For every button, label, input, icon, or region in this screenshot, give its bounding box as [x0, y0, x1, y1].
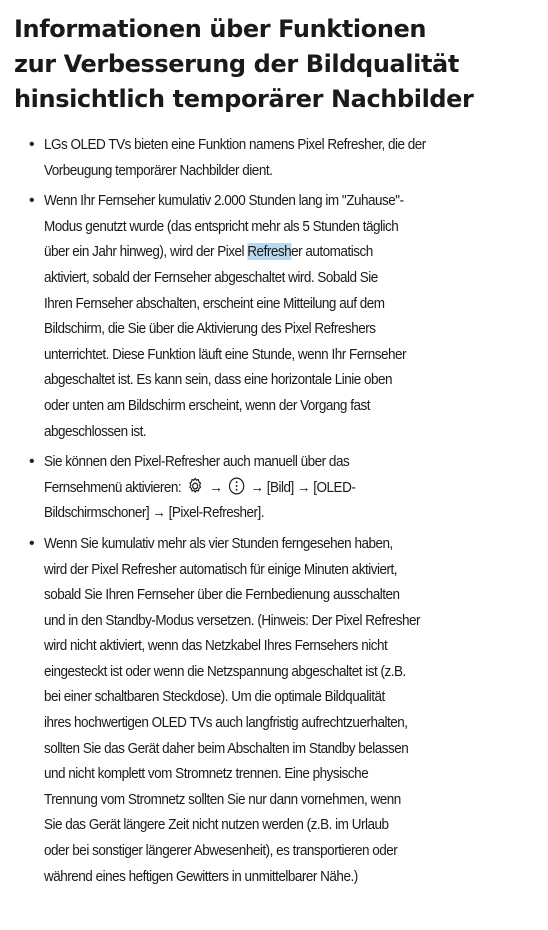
page-title — [14, 12, 534, 117]
text-segment: über ein Jahr hinweg), wird der Pixel — [44, 243, 248, 261]
selected-text[interactable]: Refresh — [247, 243, 292, 261]
text-line: abgeschlossen ist. — [44, 422, 147, 440]
menu-arrow: → — [250, 478, 264, 496]
text-line: während eines heftigen Gewitters in unmittelbarer Nähe.) — [44, 867, 358, 885]
text-segment: Fernsehmenü aktivieren: — [44, 478, 185, 496]
text-line: sollten Sie das Gerät daher beim Abschalten im Standby belassen — [44, 739, 409, 757]
text-line — [44, 239, 485, 265]
gear-icon — [186, 476, 204, 496]
text-line: oder unten am Bildschirm erscheint, wenn der Vorgang fast — [44, 396, 370, 414]
text-line — [44, 475, 485, 501]
list-item-pixel-refresher-intro — [44, 132, 534, 183]
text-line: Ihren Fernseher abschalten, erscheint eine Mitteilung auf dem — [44, 294, 385, 312]
list-item-manual-activation — [44, 449, 534, 526]
text-line: unterrichtet. Diese Funktion läuft eine Stunde, wenn Ihr Fernseher — [44, 345, 407, 363]
text-line: • LGs OLED TVs bieten eine Funktion namens Pixel Refresher, die der — [44, 136, 426, 153]
more-options-icon — [227, 476, 245, 496]
text-line: ihres hochwertigen OLED TVs auch langfristig aufrechtzuerhalten, — [44, 714, 408, 732]
text-line: oder bei sonstiger längerer Abwesenheit), es transportieren oder — [44, 842, 398, 860]
text-line: bei einer schaltbaren Steckdose). Um die optimale Bildqualität — [44, 688, 385, 706]
title-line: zur Verbesserung der Bildqualität — [14, 50, 459, 78]
menu-arrow: → — [209, 478, 223, 496]
title-line: hinsichtlich temporärer Nachbilder — [14, 85, 474, 113]
text-line: wird der Pixel Refresher automatisch für einige Minuten aktiviert, — [44, 560, 398, 578]
text-line: Vorbeugung temporärer Nachbilder dient. — [44, 161, 273, 179]
text-line: • Sie können den Pixel-Refresher auch manuell über das — [44, 453, 350, 471]
text-line: Trennung vom Stromnetz sollten Sie nur dann vornehmen, wenn — [44, 790, 401, 808]
list-item-automatic-activation — [44, 188, 534, 444]
text-line: und in den Standby-Modus versetzen. (Hinweis: Der Pixel Refresher — [44, 611, 421, 629]
bullet-list — [14, 132, 534, 889]
text-line: und nicht komplett vom Stromnetz trennen. Eine physische — [44, 765, 369, 783]
text-line: Modus genutzt wurde (das entspricht mehr als 5 Stunden täglich — [44, 217, 399, 235]
text-segment: er automatisch — [291, 243, 373, 261]
text-line: wird nicht aktiviert, wenn das Netzkabel Ihres Fernsehers nicht — [44, 637, 388, 655]
title-line: Informationen über Funktionen — [14, 15, 427, 43]
text-segment: [Bild] → [OLED- — [266, 478, 356, 496]
text-line: • Wenn Ihr Fernseher kumulativ 2.000 Stunden lang im "Zuhause"- — [44, 192, 404, 210]
text-line: Sie das Gerät längere Zeit nicht nutzen werden (z.B. im Urlaub — [44, 816, 389, 834]
text-line: abgeschaltet ist. Es kann sein, dass eine horizontale Linie oben — [44, 371, 393, 389]
text-line: Bildschirmschoner] → [Pixel-Refresher]. — [44, 504, 265, 522]
text-line: • Wenn Sie kumulativ mehr als vier Stunden ferngesehen haben, — [44, 534, 393, 552]
text-line: aktiviert, sobald der Fernseher abgeschaltet wird. Sobald Sie — [44, 268, 378, 286]
text-line: sobald Sie Ihren Fernseher über die Fernbedienung ausschalten — [44, 586, 400, 604]
list-item-standby-note — [44, 531, 534, 889]
text-line: eingesteckt ist oder wenn die Netzspannung abgeschaltet ist (z.B. — [44, 662, 406, 680]
text-line: Bildschirm, die Sie über die Aktivierung des Pixel Refreshers — [44, 320, 376, 338]
